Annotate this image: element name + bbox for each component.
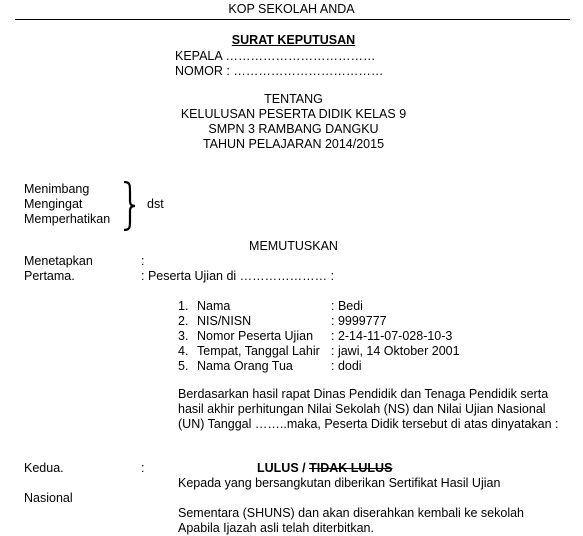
nasional-label: Nasional [24, 491, 73, 505]
student-item-label: Nama [197, 299, 231, 313]
menimbang-label: Menimbang [24, 182, 90, 196]
pertama-label: Pertama. [24, 269, 75, 283]
student-item-label: NIS/NISN [197, 314, 252, 328]
subject-school: SMPN 3 RAMBANG DANGKU [208, 122, 379, 136]
student-item-label: Tempat, Tanggal Lahir [197, 344, 320, 358]
memperhatikan-label: Memperhatikan [24, 212, 111, 226]
considerations-text: dst [147, 197, 164, 211]
subject-kelulusan: KELULUSAN PESERTA DIDIK KELAS 9 [180, 107, 407, 121]
subject-tentang: TENTANG [264, 92, 323, 106]
nomor-value: ……………………………… [233, 64, 384, 78]
kepala-value: ……………………………… [225, 49, 376, 63]
subject-year: TAHUN PELAJARAN 2014/2015 [202, 137, 385, 151]
student-item-num: 3. [178, 329, 189, 343]
status-fail: TIDAK LULUS [309, 461, 393, 475]
student-item-value: : dodi [331, 359, 362, 373]
kedua-line1: Kepada yang bersangkutan diberikan Sertifikat Hasil Ujian [178, 476, 501, 490]
curly-brace-icon [120, 181, 138, 231]
student-item-label: Nomor Peserta Ujian [197, 329, 314, 343]
kedua-line2: Sementara (SHUNS) dan akan diserahkan kembali ke sekolah [178, 506, 525, 520]
student-item-value: : jawi, 14 Oktober 2001 [331, 344, 460, 358]
menetapkan-label: Menetapkan [24, 254, 93, 268]
student-item-label: Nama Orang Tua [197, 359, 293, 373]
nomor-field [175, 64, 383, 79]
kepala-field [175, 49, 376, 64]
kedua-label: Kedua. [24, 461, 64, 475]
student-item-value: : 9999777 [331, 314, 387, 328]
nomor-label: NOMOR : [175, 64, 230, 78]
document-title: SURAT KEPUTUSAN [231, 33, 356, 47]
student-item-num: 1. [178, 299, 189, 313]
kedua-colon: : [141, 461, 145, 475]
graduation-status [257, 461, 392, 476]
kedua-line3: Apabila Ijazah asli telah diterbitkan. [178, 521, 374, 535]
student-item-num: 4. [178, 344, 189, 358]
student-item-num: 2. [178, 314, 189, 328]
status-pass: LULUS / [257, 461, 306, 475]
mengingat-label: Mengingat [24, 197, 83, 211]
basis-paragraph: Berdasarkan hasil rapat Dinas Pendidik dan Tenaga Pendidik serta hasil akhir perhitungan Nilai Sekolah (NS) dan Nilai Ujian Nasional (UN) Tanggal ……..maka, Peserta Didik tersebut di atas dinyatakan : [178, 387, 559, 431]
menetapkan-colon: : [141, 254, 145, 268]
pertama-text: : Peserta Ujian di ………………… : [141, 269, 335, 283]
student-item-value: : 2-14-11-07-028-10-3 [331, 329, 453, 343]
letterhead-rule [15, 19, 570, 20]
student-item-num: 5. [178, 359, 189, 373]
letterhead: KOP SEKOLAH ANDA [228, 2, 355, 16]
decision-heading: MEMUTUSKAN [249, 239, 338, 253]
student-item-value: : Bedi [331, 299, 363, 313]
kepala-label: KEPALA [175, 49, 223, 63]
